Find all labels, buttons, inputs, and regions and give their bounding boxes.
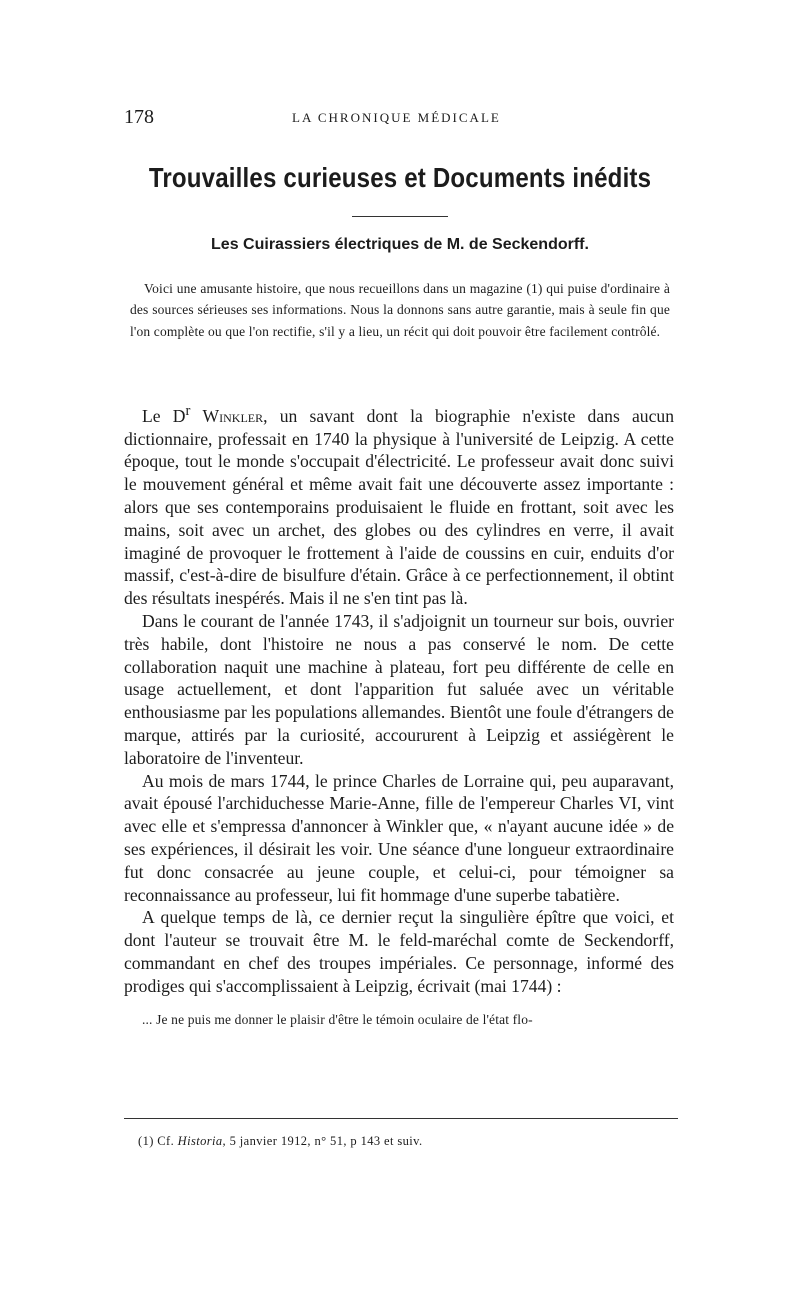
- footnote-details: 5 janvier 1912, n° 51, p 143 et suiv.: [229, 1134, 423, 1148]
- footnote: [138, 1134, 678, 1149]
- letter-quote: ... Je ne puis me donner le plaisir d'être le témoin oculaire de l'état flo-: [142, 1011, 533, 1027]
- body-paragraph-2: Dans le courant de l'année 1743, il s'adjoignit un tourneur sur bois, ouvrier très habile, dont l'histoire ne nous a pas conservé le nom. De cette collaboration naquit une machine à plateau, fort peu différente de celle en usage actuellement, et dont l'apparition fut saluée avec un véritable enthousiasme par les populations allemandes. Bientôt une foule d'étrangers de marque, attirés par la curiosité, accoururent à Leipzig et assiégèrent le laboratoire de l'inventeur.: [124, 611, 674, 768]
- body-paragraph-1: [124, 400, 674, 610]
- doctor-abbrev: Le D: [142, 405, 186, 426]
- title-divider: [352, 216, 448, 217]
- editorial-intro: [130, 278, 670, 342]
- doctor-abbrev-sup: r: [185, 403, 191, 419]
- running-head: [124, 106, 676, 130]
- person-name-winkler: Winkler: [202, 405, 264, 426]
- body-paragraph-1-text: , un savant dont la biographie n'existe dans aucun dictionnaire, professait en 1740 la physique à l'université de Leipzig. A cette époque, tout le monde s'occupait d'électricité. Le professeur avait donc suivi le mouvement général et même avait fait une découverte assez importante : alors que ses contemporains produisaient le fluide en frottant, soit avec les mains, soit avec un archet, des globes ou des cylindres en verre, il avait imaginé de provoquer le frottement à l'aide de coussins en cuir, enduits d'or massif, c'est-à-dire de bisulfure d'étain. Grâce à ce perfectionnement, il obtint des résultats inespérés. Mais il ne s'en tint pas là.: [124, 405, 674, 609]
- footnote-marker: (1) Cf.: [138, 1134, 175, 1148]
- intro-paragraph: Voici une amusante histoire, que nous recueillons dans un magazine (1) qui puise d'ordinaire à des sources sérieuses ses informations. Nous la donnons sans autre garantie, mais à seule fin que l'on complète ou que l'on rectifie, s'il y a lieu, un récit qui doit pouvoir être facilement contrôlé.: [130, 281, 670, 339]
- article-title: Les Cuirassiers électriques de M. de Seckendorff.: [211, 236, 589, 253]
- journal-title: LA CHRONIQUE MÉDICALE: [292, 110, 501, 125]
- body-paragraph-3: Au mois de mars 1744, le prince Charles de Lorraine qui, peu auparavant, avait épousé l'archiduchesse Marie-Anne, fille de l'empereur Charles VI, vint avec elle et s'empressa d'annoncer à Winkler que, « n'ayant aucune idée » de ses expériences, il désirait les voir. Une séance d'une longueur extraordinaire fut donc consacrée au jeune couple, et celui-ci, pour témoigner sa reconnaissance au professeur, lui fit hommage d'une superbe tabatière.: [124, 770, 674, 905]
- footnote-source: Historia,: [177, 1134, 227, 1148]
- body-paragraph-4: A quelque temps de là, ce dernier reçut la singulière épître que voici, et dont l'auteur se trouvait être M. le feld-maréchal comte de Seckendorff, commandant en chef des troupes impériales. Ce personnage, informé des prodiges qui s'accomplissaient à Leipzig, écrivait (mai 1744) :: [124, 907, 674, 996]
- article-body: [124, 400, 674, 1030]
- section-title: Trouvailles curieuses et Documents inédits: [148, 162, 652, 193]
- footnote-divider: [124, 1118, 678, 1119]
- page-number: 178: [124, 106, 154, 128]
